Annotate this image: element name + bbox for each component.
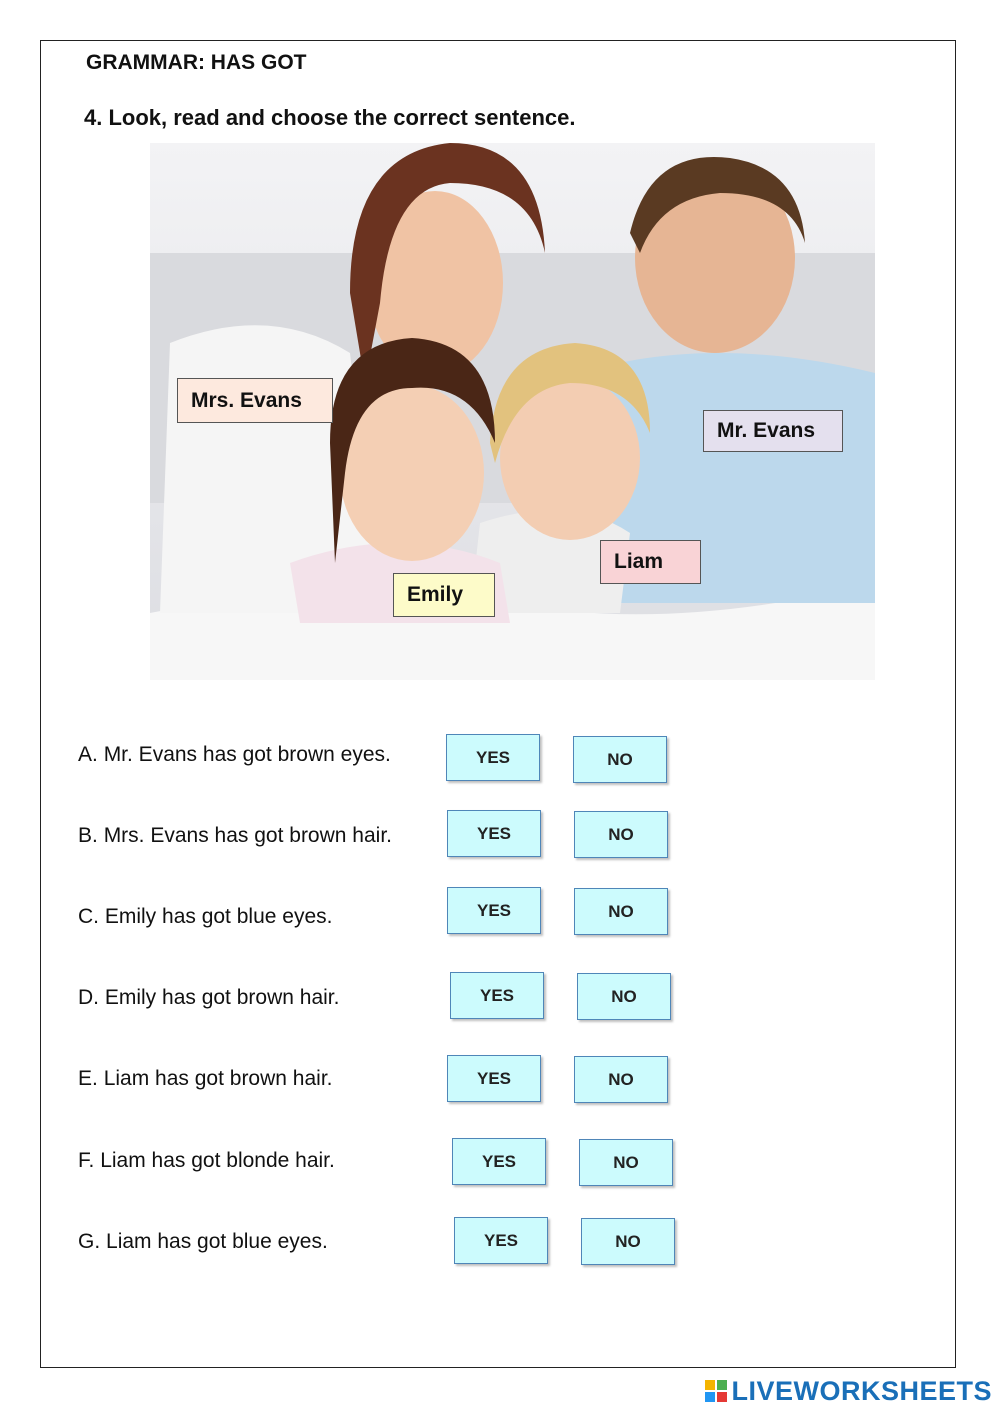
label-emily: Emily: [393, 573, 495, 617]
no-button-f[interactable]: NO: [579, 1139, 673, 1186]
question-letter: A.: [78, 743, 98, 766]
question-d: [78, 986, 339, 1010]
yes-button-g[interactable]: YES: [454, 1217, 548, 1264]
yes-button-f[interactable]: YES: [452, 1138, 546, 1185]
question-text: Emily has got brown hair.: [104, 986, 340, 1009]
question-e: [78, 1067, 332, 1091]
question-a: [78, 743, 391, 767]
question-f: [78, 1149, 335, 1173]
yes-button-a[interactable]: YES: [446, 734, 540, 781]
question-text: Liam has got blue eyes.: [106, 1230, 328, 1253]
liveworksheets-wordmark: LIVEWORKSHEETS: [731, 1375, 992, 1406]
liveworksheets-brand[interactable]: [705, 1374, 992, 1408]
question-text: Mrs. Evans has got brown hair.: [103, 824, 392, 847]
question-letter: G.: [78, 1230, 101, 1253]
no-button-d[interactable]: NO: [577, 973, 671, 1020]
yes-button-b[interactable]: YES: [447, 810, 541, 857]
question-text: Mr. Evans has got brown eyes.: [103, 743, 391, 766]
question-letter: C.: [78, 905, 99, 928]
question-letter: B.: [78, 824, 98, 847]
question-letter: F.: [78, 1149, 95, 1172]
question-letter: E.: [78, 1067, 98, 1090]
question-text: Liam has got brown hair.: [103, 1067, 333, 1090]
question-b: [78, 824, 392, 848]
question-c: [78, 905, 332, 929]
no-button-a[interactable]: NO: [573, 736, 667, 783]
no-button-g[interactable]: NO: [581, 1218, 675, 1265]
question-text: Emily has got blue eyes.: [104, 905, 333, 928]
yes-button-c[interactable]: YES: [447, 887, 541, 934]
no-button-e[interactable]: NO: [574, 1056, 668, 1103]
no-button-c[interactable]: NO: [574, 888, 668, 935]
liveworksheets-logo-icon: [705, 1380, 727, 1402]
label-liam: Liam: [600, 540, 701, 584]
worksheet-title: GRAMMAR: HAS GOT: [86, 51, 307, 74]
question-text: Liam has got blonde hair.: [100, 1149, 335, 1172]
label-mrs-evans: Mrs. Evans: [177, 378, 333, 423]
question-g: [78, 1230, 328, 1254]
yes-button-d[interactable]: YES: [450, 972, 544, 1019]
question-letter: D.: [78, 986, 99, 1009]
label-mr-evans: Mr. Evans: [703, 410, 843, 452]
instruction-text: 4. Look, read and choose the correct sentence.: [84, 105, 576, 130]
yes-button-e[interactable]: YES: [447, 1055, 541, 1102]
no-button-b[interactable]: NO: [574, 811, 668, 858]
